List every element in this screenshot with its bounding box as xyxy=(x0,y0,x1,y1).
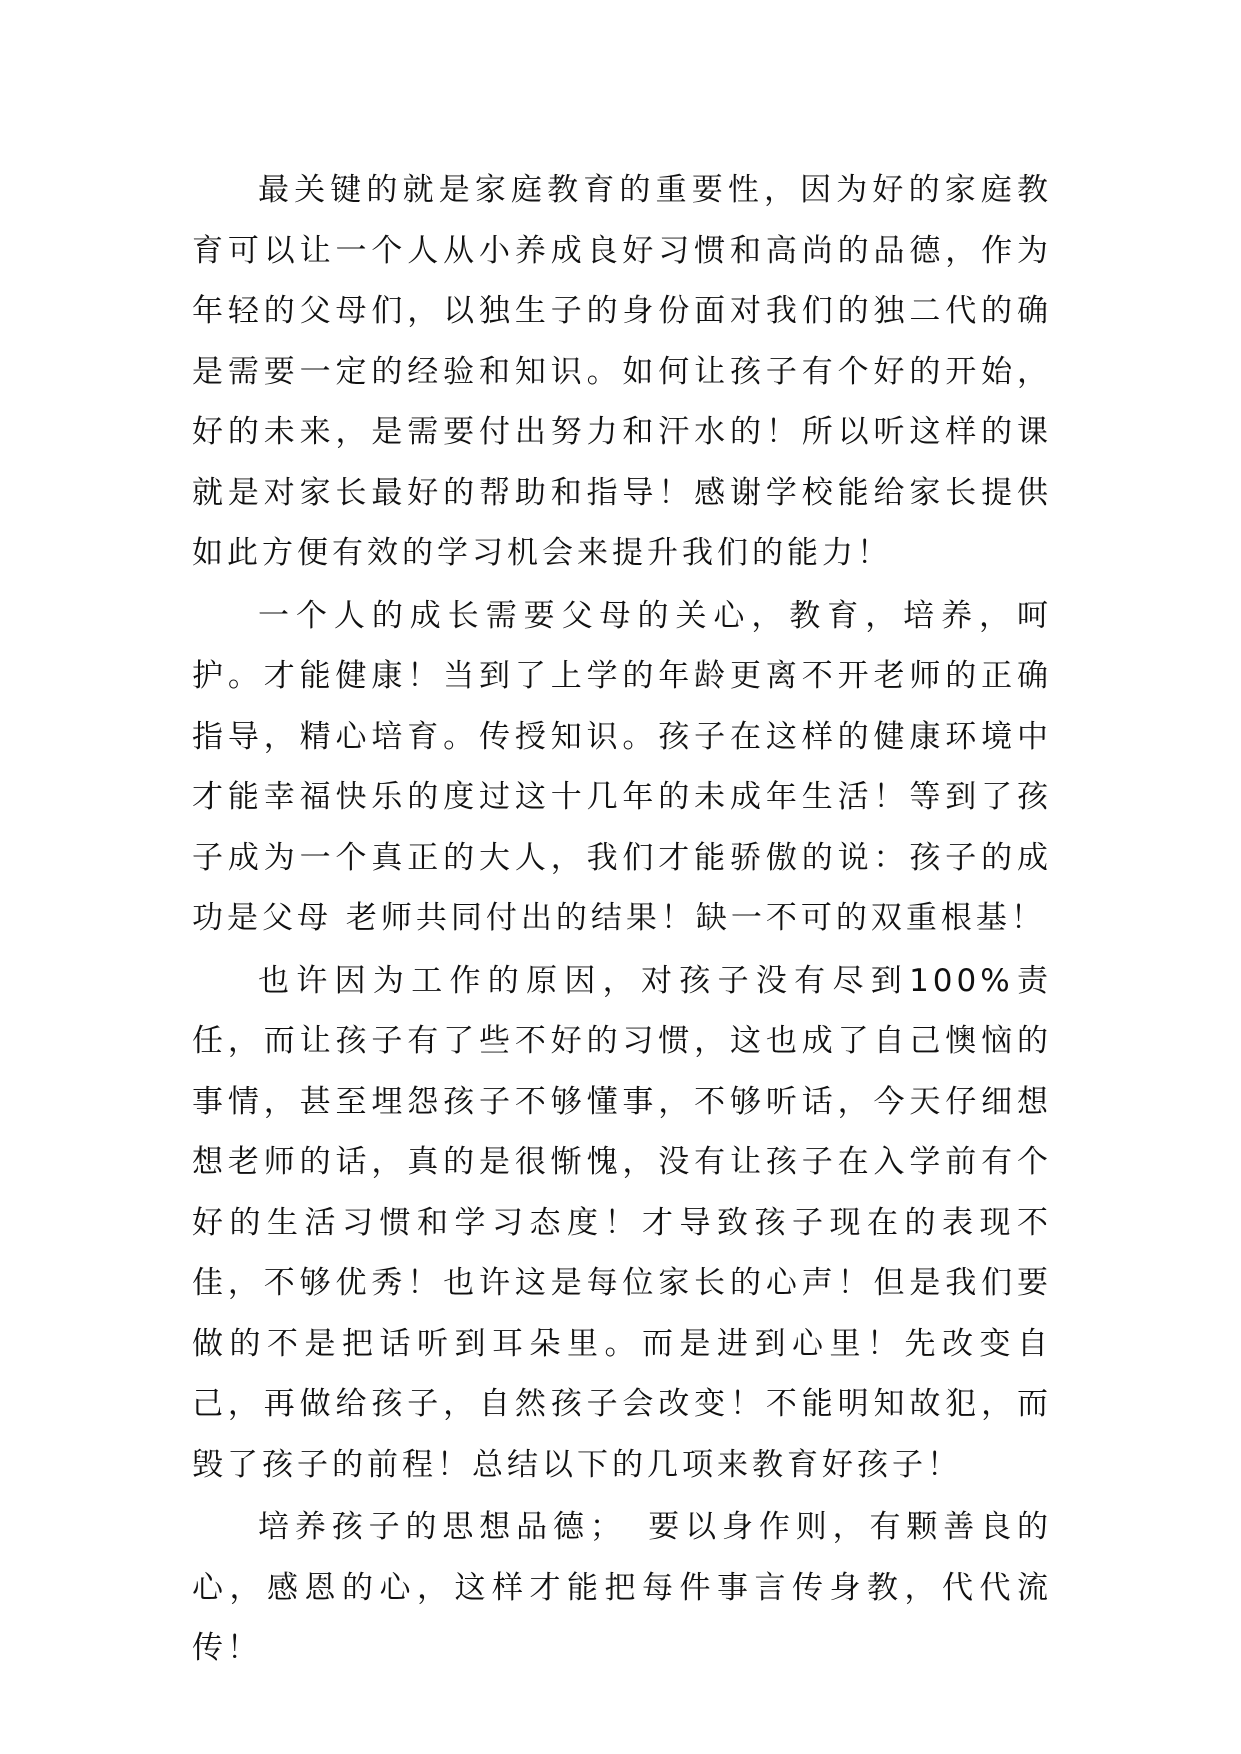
paragraph-moral-education: 培养孩子的思想品德； 要以身作则，有颗善良的心，感恩的心，这样才能把每件事言传身教，代代流传！ xyxy=(192,1509,1052,1666)
paragraph-child-growth: 一个人的成长需要父母的关心，教育，培养，呵护。才能健康！当到了上学的年龄更离不开老师的正确指导，精心培育。传授知识。孩子在这样的健康环境中才能幸福快乐的度过这十几年的未成年生活！等到了孩子成为一个真正的大人，我们才能骄傲的说：孩子的成功是父母 老师共同付出的结果！缺一不可的双重根基！ xyxy=(192,597,1052,936)
paragraph-family-education: 最关键的就是家庭教育的重要性，因为好的家庭教育可以让一个人从小养成良好习惯和高尚的品德，作为年轻的父母们，以独生子的身份面对我们的独二代的确是需要一定的经验和知识。如何让孩子有个好的开始，好的未来，是需要付出努力和汗水的！所以听这样的课就是对家长最好的帮助和指导！感谢学校能给家长提供如此方便有效的学习机会来提升我们的能力！ xyxy=(192,172,1052,571)
paragraph-parent-reflection: 也许因为工作的原因，对孩子没有尽到100%责任，而让孩子有了些不好的习惯，这也成了自己懊恼的事情，甚至埋怨孩子不够懂事，不够听话，今天仔细想想老师的话，真的是很惭愧，没有让孩子在入学前有个好的生活习惯和学习态度！才导致孩子现在的表现不佳，不够优秀！也许这是每位家长的心声！但是我们要做的不是把话听到耳朵里。而是进到心里！先改变自己，再做给孩子，自然孩子会改变！不能明知故犯，而毁了孩子的前程！总结以下的几项来教育好孩子！ xyxy=(192,962,1052,1483)
document-body xyxy=(192,160,1052,1679)
